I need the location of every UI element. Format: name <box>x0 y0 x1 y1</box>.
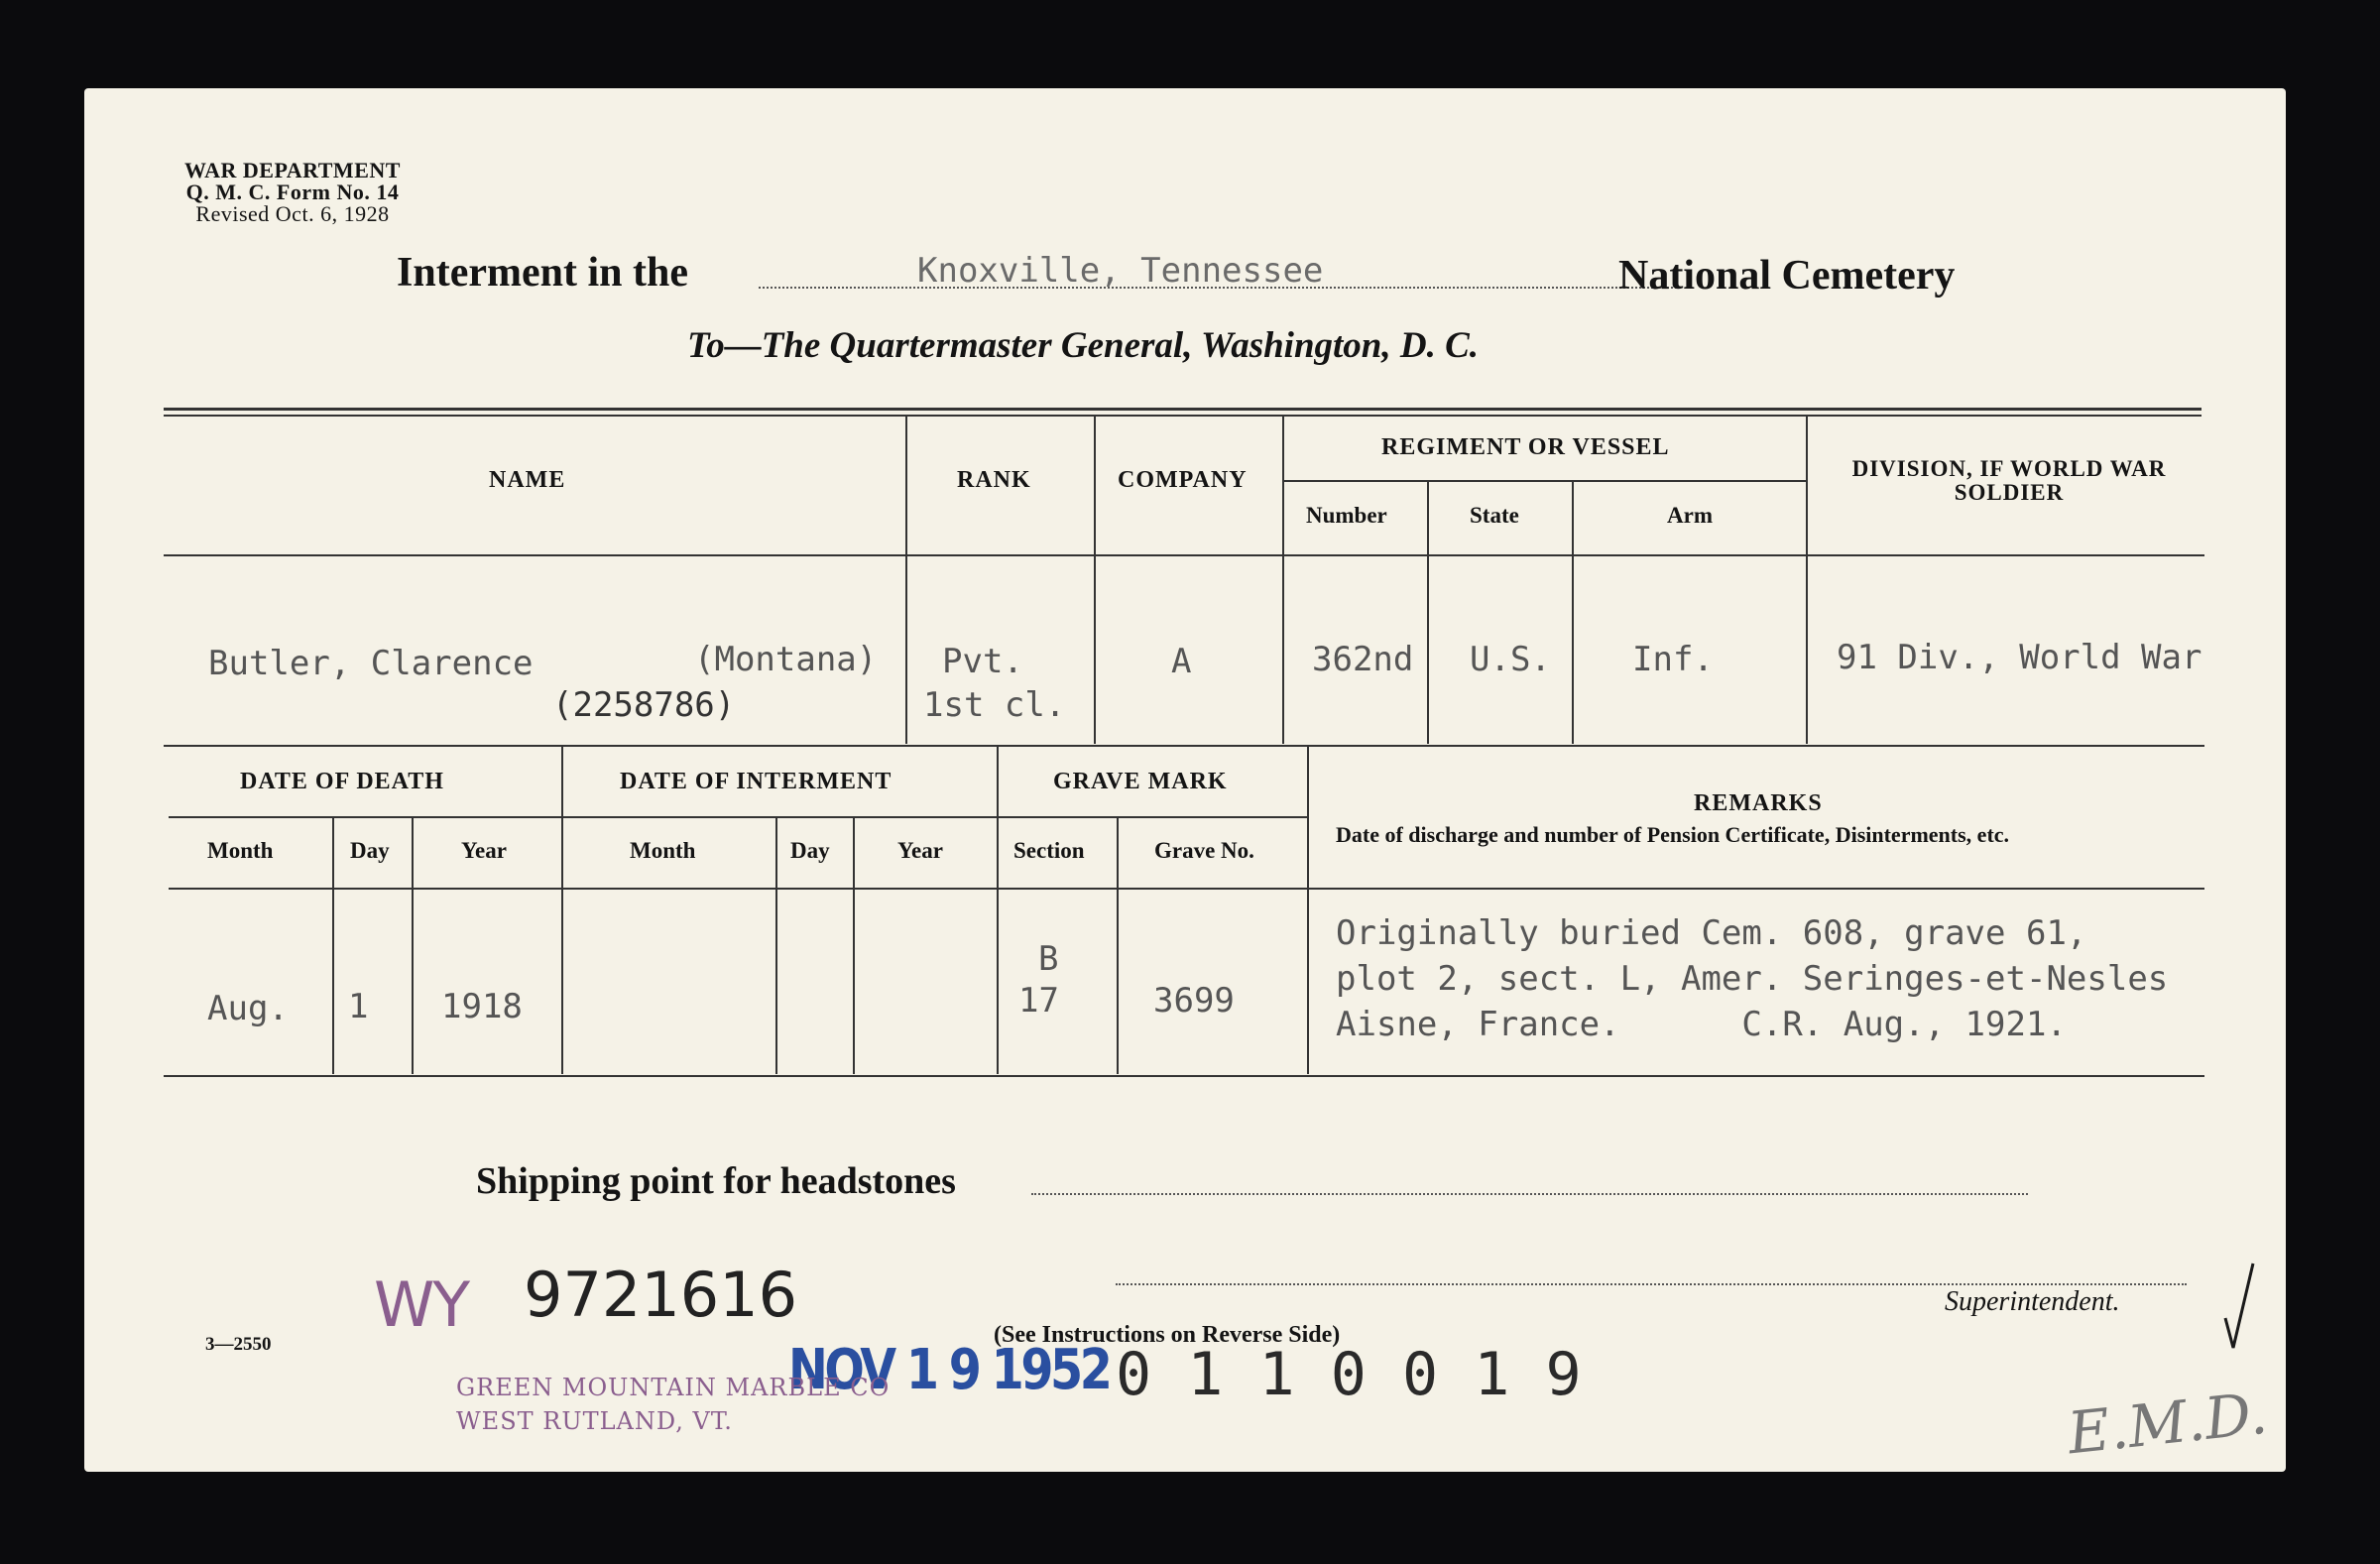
remarks-line-2: plot 2, sect. L, Amer. Seringes-et-Nesles <box>1336 959 2169 999</box>
remarks-line-3: Aisne, France. C.R. Aug., 1921. <box>1336 1005 2067 1044</box>
war-department-label: WAR DEPARTMENT <box>184 158 401 182</box>
section-header: Section <box>1013 838 1085 863</box>
divider <box>1117 818 1119 1074</box>
divider <box>775 818 777 1074</box>
shipping-line <box>1031 1193 2028 1195</box>
divider <box>1427 480 1429 744</box>
top-rule-2 <box>164 415 2202 417</box>
divider <box>169 816 1307 818</box>
grave-section-number: 17 <box>1018 981 1059 1021</box>
title-suffix: National Cemetery <box>1618 253 1956 299</box>
order-number: 9721616 <box>524 1259 798 1331</box>
superintendent-label: Superintendent. <box>1945 1286 2120 1317</box>
grave-number: 3699 <box>1153 981 1235 1021</box>
interment-card <box>84 88 2286 1472</box>
interment-month-header: Month <box>630 838 696 863</box>
soldier-name: Butler, Clarence <box>208 644 534 683</box>
grave-mark-header: GRAVE MARK <box>1053 769 1228 794</box>
divider <box>1309 888 2204 890</box>
interment-day-header: Day <box>790 838 830 863</box>
regiment-number: 362nd <box>1312 640 1414 679</box>
date-of-interment-header: DATE OF INTERMENT <box>620 769 892 794</box>
divider <box>1094 417 1096 744</box>
company-stamp-line-1: GREEN MOUNTAIN MARBLE CO <box>456 1374 891 1401</box>
rank-line-1: Pvt. <box>942 642 1023 681</box>
divider <box>1307 747 1309 1074</box>
death-day-header: Day <box>350 838 390 863</box>
regiment-arm: Inf. <box>1632 640 1714 679</box>
remarks-header: REMARKS <box>1694 790 1823 816</box>
superintendent-line <box>1116 1283 2187 1285</box>
divider <box>169 888 1307 890</box>
death-day: 1 <box>348 987 369 1026</box>
divider <box>561 747 563 1074</box>
shipping-label: Shipping point for headstones <box>476 1160 956 1202</box>
division-header: DIVISION, IF WORLD WAR SOLDIER <box>1851 456 2167 505</box>
service-number: (2258786) <box>552 685 736 725</box>
divider <box>1572 480 1574 744</box>
divider <box>1284 480 1806 482</box>
divider <box>1282 417 1284 744</box>
checkmark-icon <box>2221 1259 2261 1353</box>
death-month: Aug. <box>207 989 289 1028</box>
divider <box>164 554 2204 556</box>
remarks-subheader: Date of discharge and number of Pension Certificate, Disinterments, etc. <box>1336 822 2010 847</box>
divider <box>853 818 855 1074</box>
company-header: COMPANY <box>1118 467 1248 493</box>
initials-signature: E.M.D. <box>2064 1379 2271 1468</box>
divider <box>412 818 414 1074</box>
number-header: Number <box>1306 503 1387 528</box>
company-value: A <box>1171 642 1192 681</box>
divider <box>905 417 907 744</box>
form-number: Q. M. C. Form No. 14 <box>185 180 400 204</box>
revised-date: Revised Oct. 6, 1928 <box>195 201 390 226</box>
wy-stamp: WY <box>374 1268 469 1341</box>
serial-stamp: 0 1 1 0 0 1 9 <box>1116 1340 1582 1409</box>
division-value: 91 Div., World War <box>1837 638 2202 677</box>
state-note: (Montana) <box>694 640 878 679</box>
middle-rule <box>164 745 2204 747</box>
death-month-header: Month <box>207 838 274 863</box>
regiment-header: REGIMENT OR VESSEL <box>1381 434 1670 460</box>
rank-line-2: 1st cl. <box>923 685 1066 725</box>
date-of-death-header: DATE OF DEATH <box>240 769 444 794</box>
death-year: 1918 <box>441 987 523 1026</box>
title-prefix: Interment in the <box>397 250 688 296</box>
divider <box>1806 417 1808 744</box>
regiment-state: U.S. <box>1470 640 1551 679</box>
rank-header: RANK <box>957 467 1031 493</box>
bottom-rule <box>164 1075 2204 1077</box>
divider <box>332 818 334 1074</box>
date-received-stamp: NOV 1 9 1952 <box>788 1338 1110 1402</box>
divider <box>997 747 999 1074</box>
grave-no-header: Grave No. <box>1154 838 1254 863</box>
instructions-note: (See Instructions on Reverse Side) <box>994 1322 1341 1348</box>
to-line: To—The Quartermaster General, Washington, D. C. <box>687 325 1480 366</box>
arm-header: Arm <box>1667 503 1713 528</box>
company-stamp-line-2: WEST RUTLAND, VT. <box>456 1407 733 1435</box>
top-rule <box>164 408 2202 411</box>
name-header: NAME <box>489 467 566 493</box>
interment-year-header: Year <box>897 838 943 863</box>
form-header <box>164 160 421 225</box>
death-year-header: Year <box>461 838 507 863</box>
cemetery-name: Knoxville, Tennessee <box>917 251 1324 291</box>
form-code: 3—2550 <box>205 1334 272 1355</box>
grave-section-letter: B <box>1038 939 1059 979</box>
remarks-line-1: Originally buried Cem. 608, grave 61, <box>1336 913 2087 953</box>
state-header: State <box>1470 503 1519 528</box>
